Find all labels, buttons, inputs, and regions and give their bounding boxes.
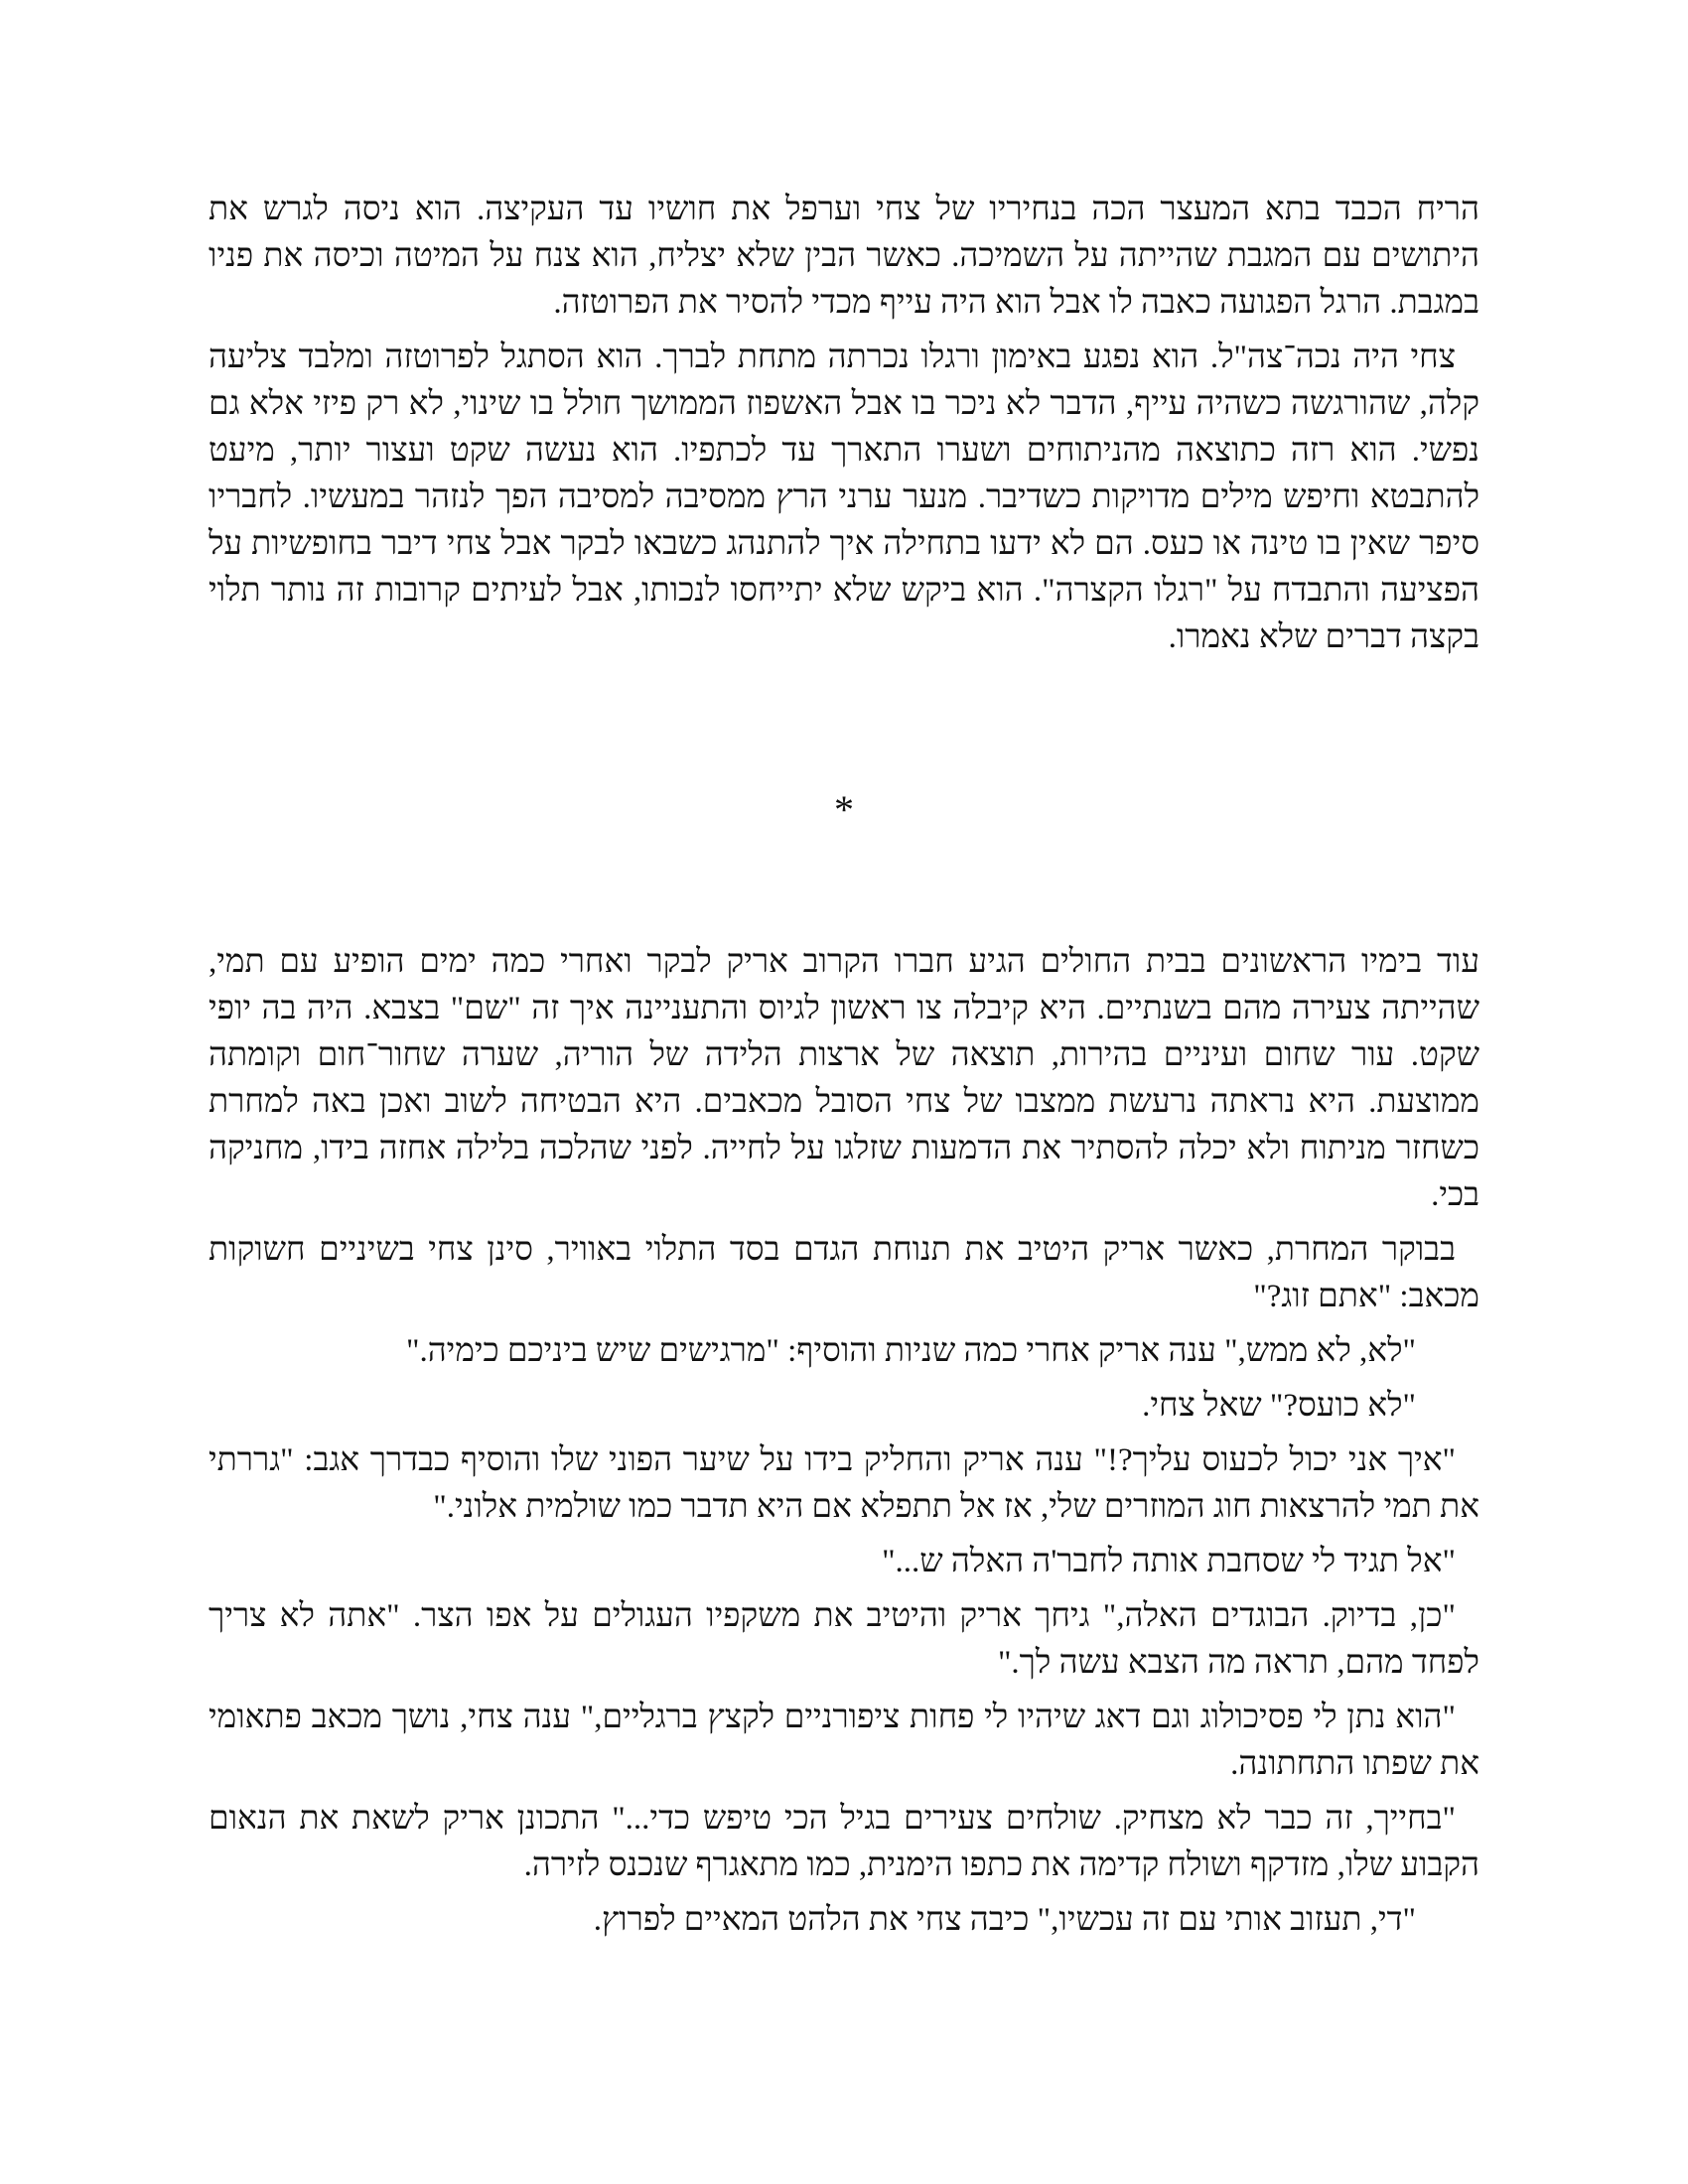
section-separator: * <box>834 787 854 832</box>
paragraph: צחי היה נכה־צה"ל. הוא נפגע באימון ורגלו נכרתה מתחת לברך. הוא הסתגל לפרוטזה ומלבד צליעה קלה, שהורגשה כשהיה עייף, הדבר לא ניכר בו אבל האשפוז הממושך חולל בו שינוי, לא רק פיזי אלא גם נפשי. הוא רזה כתוצאה מהניתוחים ושערו התארך עד לכתפיו. הוא נעשה שקט ועצור יותר, מיעט להתבטא וחיפש מילים מדויקות כשדיבר. מנער ערני הרץ ממסיבה למסיבה הפך לנזהר במעשיו. לחבריו סיפר שאין בו טינה או כעס. הם לא ידעו בתחילה איך להתנהג כשבאו לבקר אבל צחי דיבר בחופשיות על הפציעה והתבדח על "רגלו הקצרה". הוא ביקש שלא יתייחסו לנכותו, אבל לעיתים קרובות זה נותר תלוי בקצה דברים שלא נאמרו. <box>209 340 1479 655</box>
dialogue-line: "בחייך, זה כבר לא מצחיק. שולחים צעירים בגיל הכי טיפש כדי..." התכונן אריק לשאת את הנאום הקבוע שלו, מזדקף ושולח קדימה את כתפו הימנית, כמו מתאגרף שנכנס לזירה. <box>209 1801 1479 1883</box>
dialogue-line: "לא כועס?" שאל צחי. <box>1142 1388 1416 1424</box>
dialogue-line: "די, תעזוב אותי עם זה עכשיו," כיבה צחי את הלהט המאיים לפרוץ. <box>593 1902 1416 1938</box>
dialogue-line: "כן, בדיוק. הבוגדים האלה," גיחך אריק והיטיב את משקפיו העגולים על אפו הצר. "אתה לא צריך לפחד מהם, תראה מה הצבא עשה לך." <box>209 1598 1479 1681</box>
paragraph: עוד בימיו הראשונים בבית החולים הגיע חברו הקרוב אריק לבקר ואחרי כמה ימים הופיע עם תמי, שהייתה צעירה מהם בשנתיים. היא קיבלה צו ראשון לגיוס והתעניינה איך זה "שם" בצבא. היה בה יופי שקט. עור שחום ועיניים בהירות, תוצאה של ארצות הלידה של הוריה, שערה שחור־חום וקומתה ממוצעת. היא נראתה נרעשת ממצבו של צחי הסובל מכאבים. היא הבטיחה לשוב ואכן באה למחרת כשחזר מניתוח ולא יכלה להסתיר את הדמעות שזלגו על לחייה. לפני שהלכה בלילה אחזה בידו, מחניקה בכי. <box>209 944 1479 1213</box>
paragraph: הריח הכבד בתא המעצר הכה בנחיריו של צחי וערפל את חושיו עד העקיצה. הוא ניסה לגרש את היתושים עם המגבת שהייתה על השמיכה. כאשר הבין שלא יצליח, הוא צנח על המיטה וכיסה את פניו במגבת. הרגל הפגועה כאבה לו אבל הוא היה עייף מכדי להסיר את הפרוטזה. <box>209 192 1479 321</box>
dialogue-line: "איך אני יכול לכעוס עליך?!" ענה אריק והחליק בידו על שיער הפוני שלו והוסיף כבדרך אגב: "גררתי את תמי להרצאות חוג המוזרים שלי, אז אל תתפלא אם היא תדבר כמו שולמית אלוני." <box>209 1442 1479 1525</box>
document-page <box>209 187 1479 1952</box>
dialogue-line: "לא, לא ממש," ענה אריק אחרי כמה שניות והוסיף: "מרגישים שיש ביניכם כימיה." <box>405 1333 1416 1369</box>
dialogue-line: "אל תגיד לי שסחבת אותה לחבר'ה האלה ש..." <box>882 1544 1456 1579</box>
paragraph: בבוקר המחרת, כאשר אריק היטיב את תנוחת הגדם בסד התלוי באוויר, סינן צחי בשיניים חשוקות מכאב: "אתם זוג?" <box>209 1232 1479 1314</box>
dialogue-line: "הוא נתן לי פסיכולוג וגם דאג שיהיו לי פחות ציפורניים לקצץ ברגליים," ענה צחי, נושך מכאב פתאומי את שפתו התחתונה. <box>209 1700 1479 1782</box>
